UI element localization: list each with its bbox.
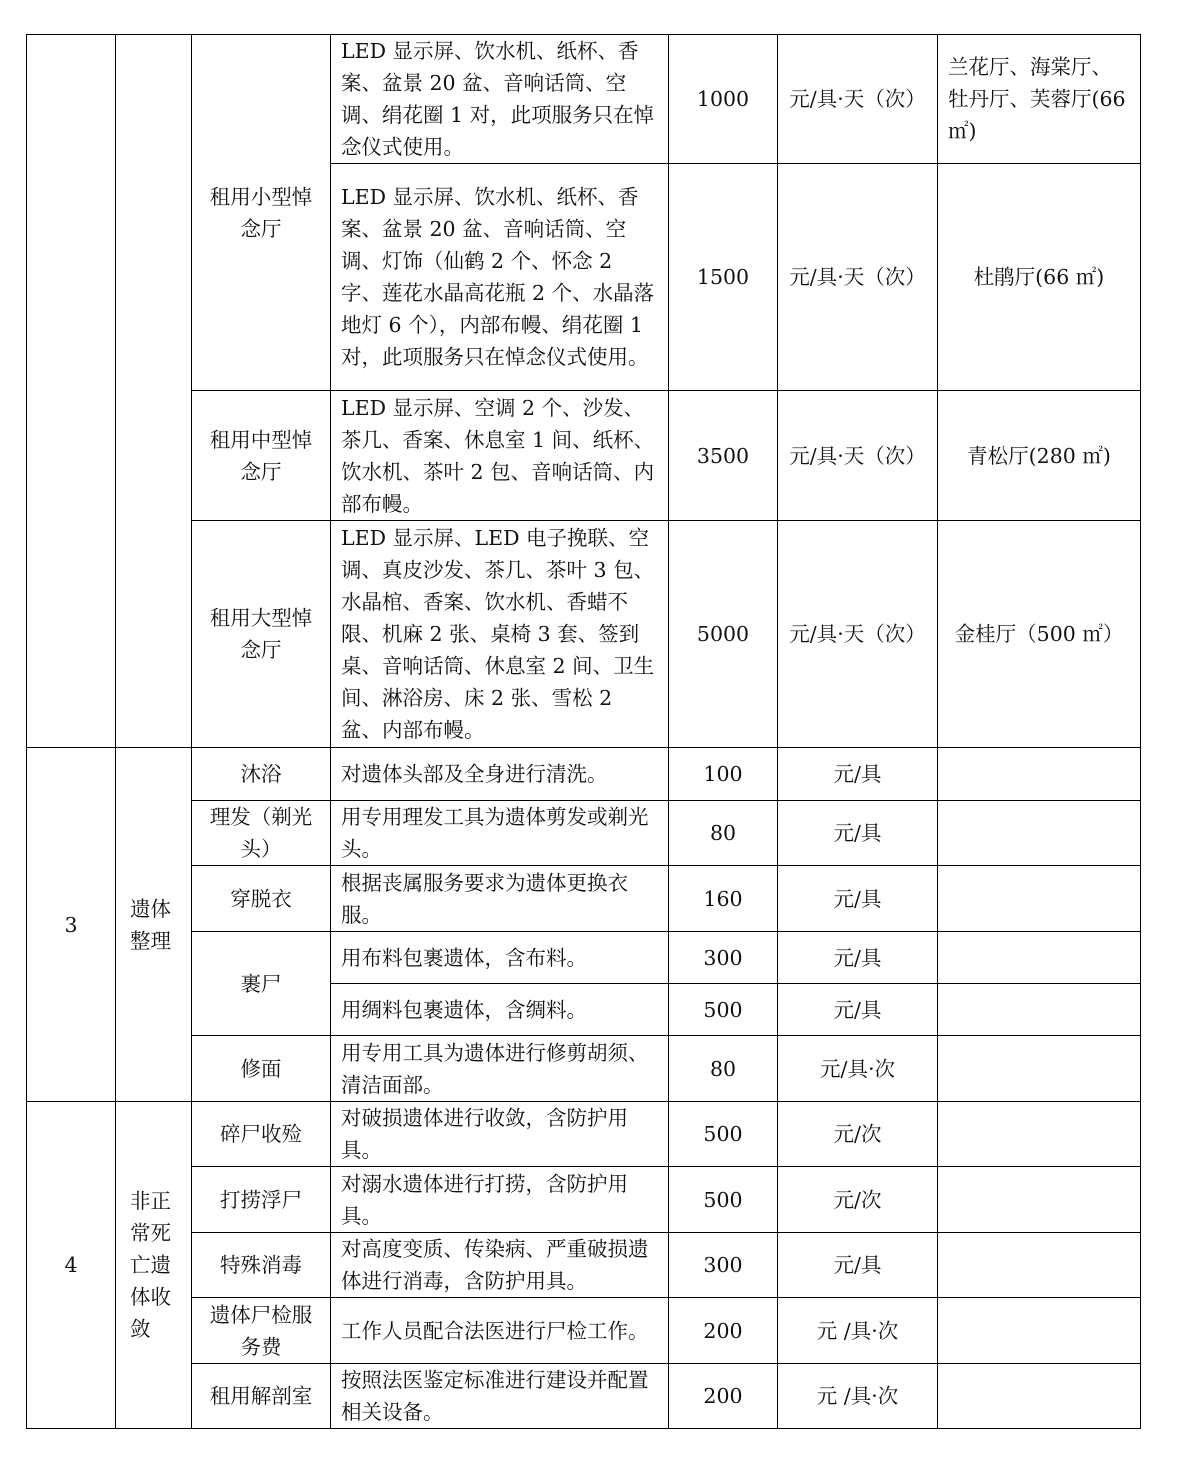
category-cell (116, 35, 192, 748)
unit-cell: 元/具·天（次） (778, 35, 938, 164)
table-row (27, 932, 1141, 984)
price-cell: 3500 (669, 391, 778, 521)
table-row (27, 391, 1141, 521)
table-row (27, 748, 1141, 801)
item-cell: 租用中型悼念厅 (192, 391, 331, 521)
price-cell: 500 (669, 1167, 778, 1233)
price-cell: 5000 (669, 521, 778, 748)
note-cell (938, 1298, 1141, 1364)
unit-cell: 元/具·天（次） (778, 164, 938, 391)
no-cell: 4 (27, 1102, 116, 1429)
price-cell: 200 (669, 1298, 778, 1364)
desc-cell: 对遗体头部及全身进行清洗。 (331, 748, 669, 801)
no-cell (27, 35, 116, 748)
note-cell (938, 1102, 1141, 1167)
item-cell: 遗体尸检服务费 (192, 1298, 331, 1364)
price-cell: 300 (669, 932, 778, 984)
hall-cell: 青松厅(280 ㎡) (938, 391, 1141, 521)
item-cell: 裹尸 (192, 932, 331, 1036)
desc-cell: 用专用工具为遗体进行修剪胡须、清洁面部。 (331, 1036, 669, 1102)
note-cell (938, 1036, 1141, 1102)
price-cell: 500 (669, 1102, 778, 1167)
desc-cell: 对溺水遗体进行打捞，含防护用具。 (331, 1167, 669, 1233)
category-cell: 非正常死亡遗体收敛 (116, 1102, 192, 1429)
price-cell: 1500 (669, 164, 778, 391)
desc-cell: 按照法医鉴定标准进行建设并配置相关设备。 (331, 1364, 669, 1429)
unit-cell: 元/具 (778, 984, 938, 1036)
table-row (27, 801, 1141, 866)
price-cell: 80 (669, 1036, 778, 1102)
table-row (27, 1364, 1141, 1429)
item-cell: 碎尸收殓 (192, 1102, 331, 1167)
unit-cell: 元/具 (778, 866, 938, 932)
unit-cell: 元/具 (778, 1233, 938, 1298)
unit-cell: 元/具·天（次） (778, 521, 938, 748)
desc-cell: 用专用理发工具为遗体剪发或剃光头。 (331, 801, 669, 866)
desc-cell: 工作人员配合法医进行尸检工作。 (331, 1298, 669, 1364)
unit-cell: 元 /具·次 (778, 1298, 938, 1364)
desc-cell: 对高度变质、传染病、严重破损遗体进行消毒，含防护用具。 (331, 1233, 669, 1298)
unit-cell: 元/具 (778, 932, 938, 984)
hall-cell: 杜鹃厅(66 ㎡) (938, 164, 1141, 391)
item-cell: 租用小型悼念厅 (192, 35, 331, 391)
item-cell: 理发（剃光头） (192, 801, 331, 866)
no-cell: 3 (27, 748, 116, 1102)
desc-cell: 对破损遗体进行收敛，含防护用具。 (331, 1102, 669, 1167)
note-cell (938, 932, 1141, 984)
table-row (27, 1298, 1141, 1364)
desc-cell: 用布料包裹遗体，含布料。 (331, 932, 669, 984)
unit-cell: 元/具·天（次） (778, 391, 938, 521)
price-cell: 200 (669, 1364, 778, 1429)
desc-cell: LED 显示屏、饮水机、纸杯、香案、盆景 20 盆、音响话筒、空调、灯饰（仙鹤 2 个、怀念 2 字、莲花水晶高花瓶 2 个、水晶落地灯 6 个），内部布幔、绢花圈 1 对，此项服务只在悼念仪式使用。 (331, 164, 669, 391)
item-cell: 特殊消毒 (192, 1233, 331, 1298)
category-cell: 遗体整理 (116, 748, 192, 1102)
unit-cell: 元/次 (778, 1167, 938, 1233)
note-cell (938, 866, 1141, 932)
table-row (27, 866, 1141, 932)
note-cell (938, 748, 1141, 801)
price-cell: 100 (669, 748, 778, 801)
desc-cell: LED 显示屏、空调 2 个、沙发、茶几、香案、休息室 1 间、纸杯、饮水机、茶叶 2 包、音响话筒、内部布幔。 (331, 391, 669, 521)
item-cell: 租用大型悼念厅 (192, 521, 331, 748)
note-cell (938, 984, 1141, 1036)
desc-cell: 根据丧属服务要求为遗体更换衣服。 (331, 866, 669, 932)
unit-cell: 元/具 (778, 748, 938, 801)
table-row (27, 1167, 1141, 1233)
item-cell: 修面 (192, 1036, 331, 1102)
table-row (27, 1102, 1141, 1167)
note-cell (938, 1167, 1141, 1233)
note-cell (938, 801, 1141, 866)
item-cell: 租用解剖室 (192, 1364, 331, 1429)
unit-cell: 元/次 (778, 1102, 938, 1167)
hall-cell: 金桂厅（500 ㎡） (938, 521, 1141, 748)
desc-cell: 用绸料包裹遗体，含绸料。 (331, 984, 669, 1036)
item-cell: 打捞浮尸 (192, 1167, 331, 1233)
hall-cell: 兰花厅、海棠厅、牡丹厅、芙蓉厅(66 ㎡) (938, 35, 1141, 164)
note-cell (938, 1364, 1141, 1429)
price-cell: 1000 (669, 35, 778, 164)
desc-cell: LED 显示屏、LED 电子挽联、空调、真皮沙发、茶几、茶叶 3 包、水晶棺、香案、饮水机、香蜡不限、机麻 2 张、桌椅 3 套、签到桌、音响话筒、休息室 2 间、卫生间、淋浴房、床 2 张、雪松 2 盆、内部布幔。 (331, 521, 669, 748)
table-row (27, 35, 1141, 164)
desc-cell: LED 显示屏、饮水机、纸杯、香案、盆景 20 盆、音响话筒、空调、绢花圈 1 对，此项服务只在悼念仪式使用。 (331, 35, 669, 164)
unit-cell: 元/具·次 (778, 1036, 938, 1102)
unit-cell: 元/具 (778, 801, 938, 866)
table-row (27, 521, 1141, 748)
item-cell: 沐浴 (192, 748, 331, 801)
price-cell: 300 (669, 1233, 778, 1298)
price-cell: 160 (669, 866, 778, 932)
fee-table (26, 34, 1141, 1429)
table-row (27, 1036, 1141, 1102)
note-cell (938, 1233, 1141, 1298)
price-cell: 500 (669, 984, 778, 1036)
price-cell: 80 (669, 801, 778, 866)
unit-cell: 元 /具·次 (778, 1364, 938, 1429)
item-cell: 穿脱衣 (192, 866, 331, 932)
table-row (27, 1233, 1141, 1298)
